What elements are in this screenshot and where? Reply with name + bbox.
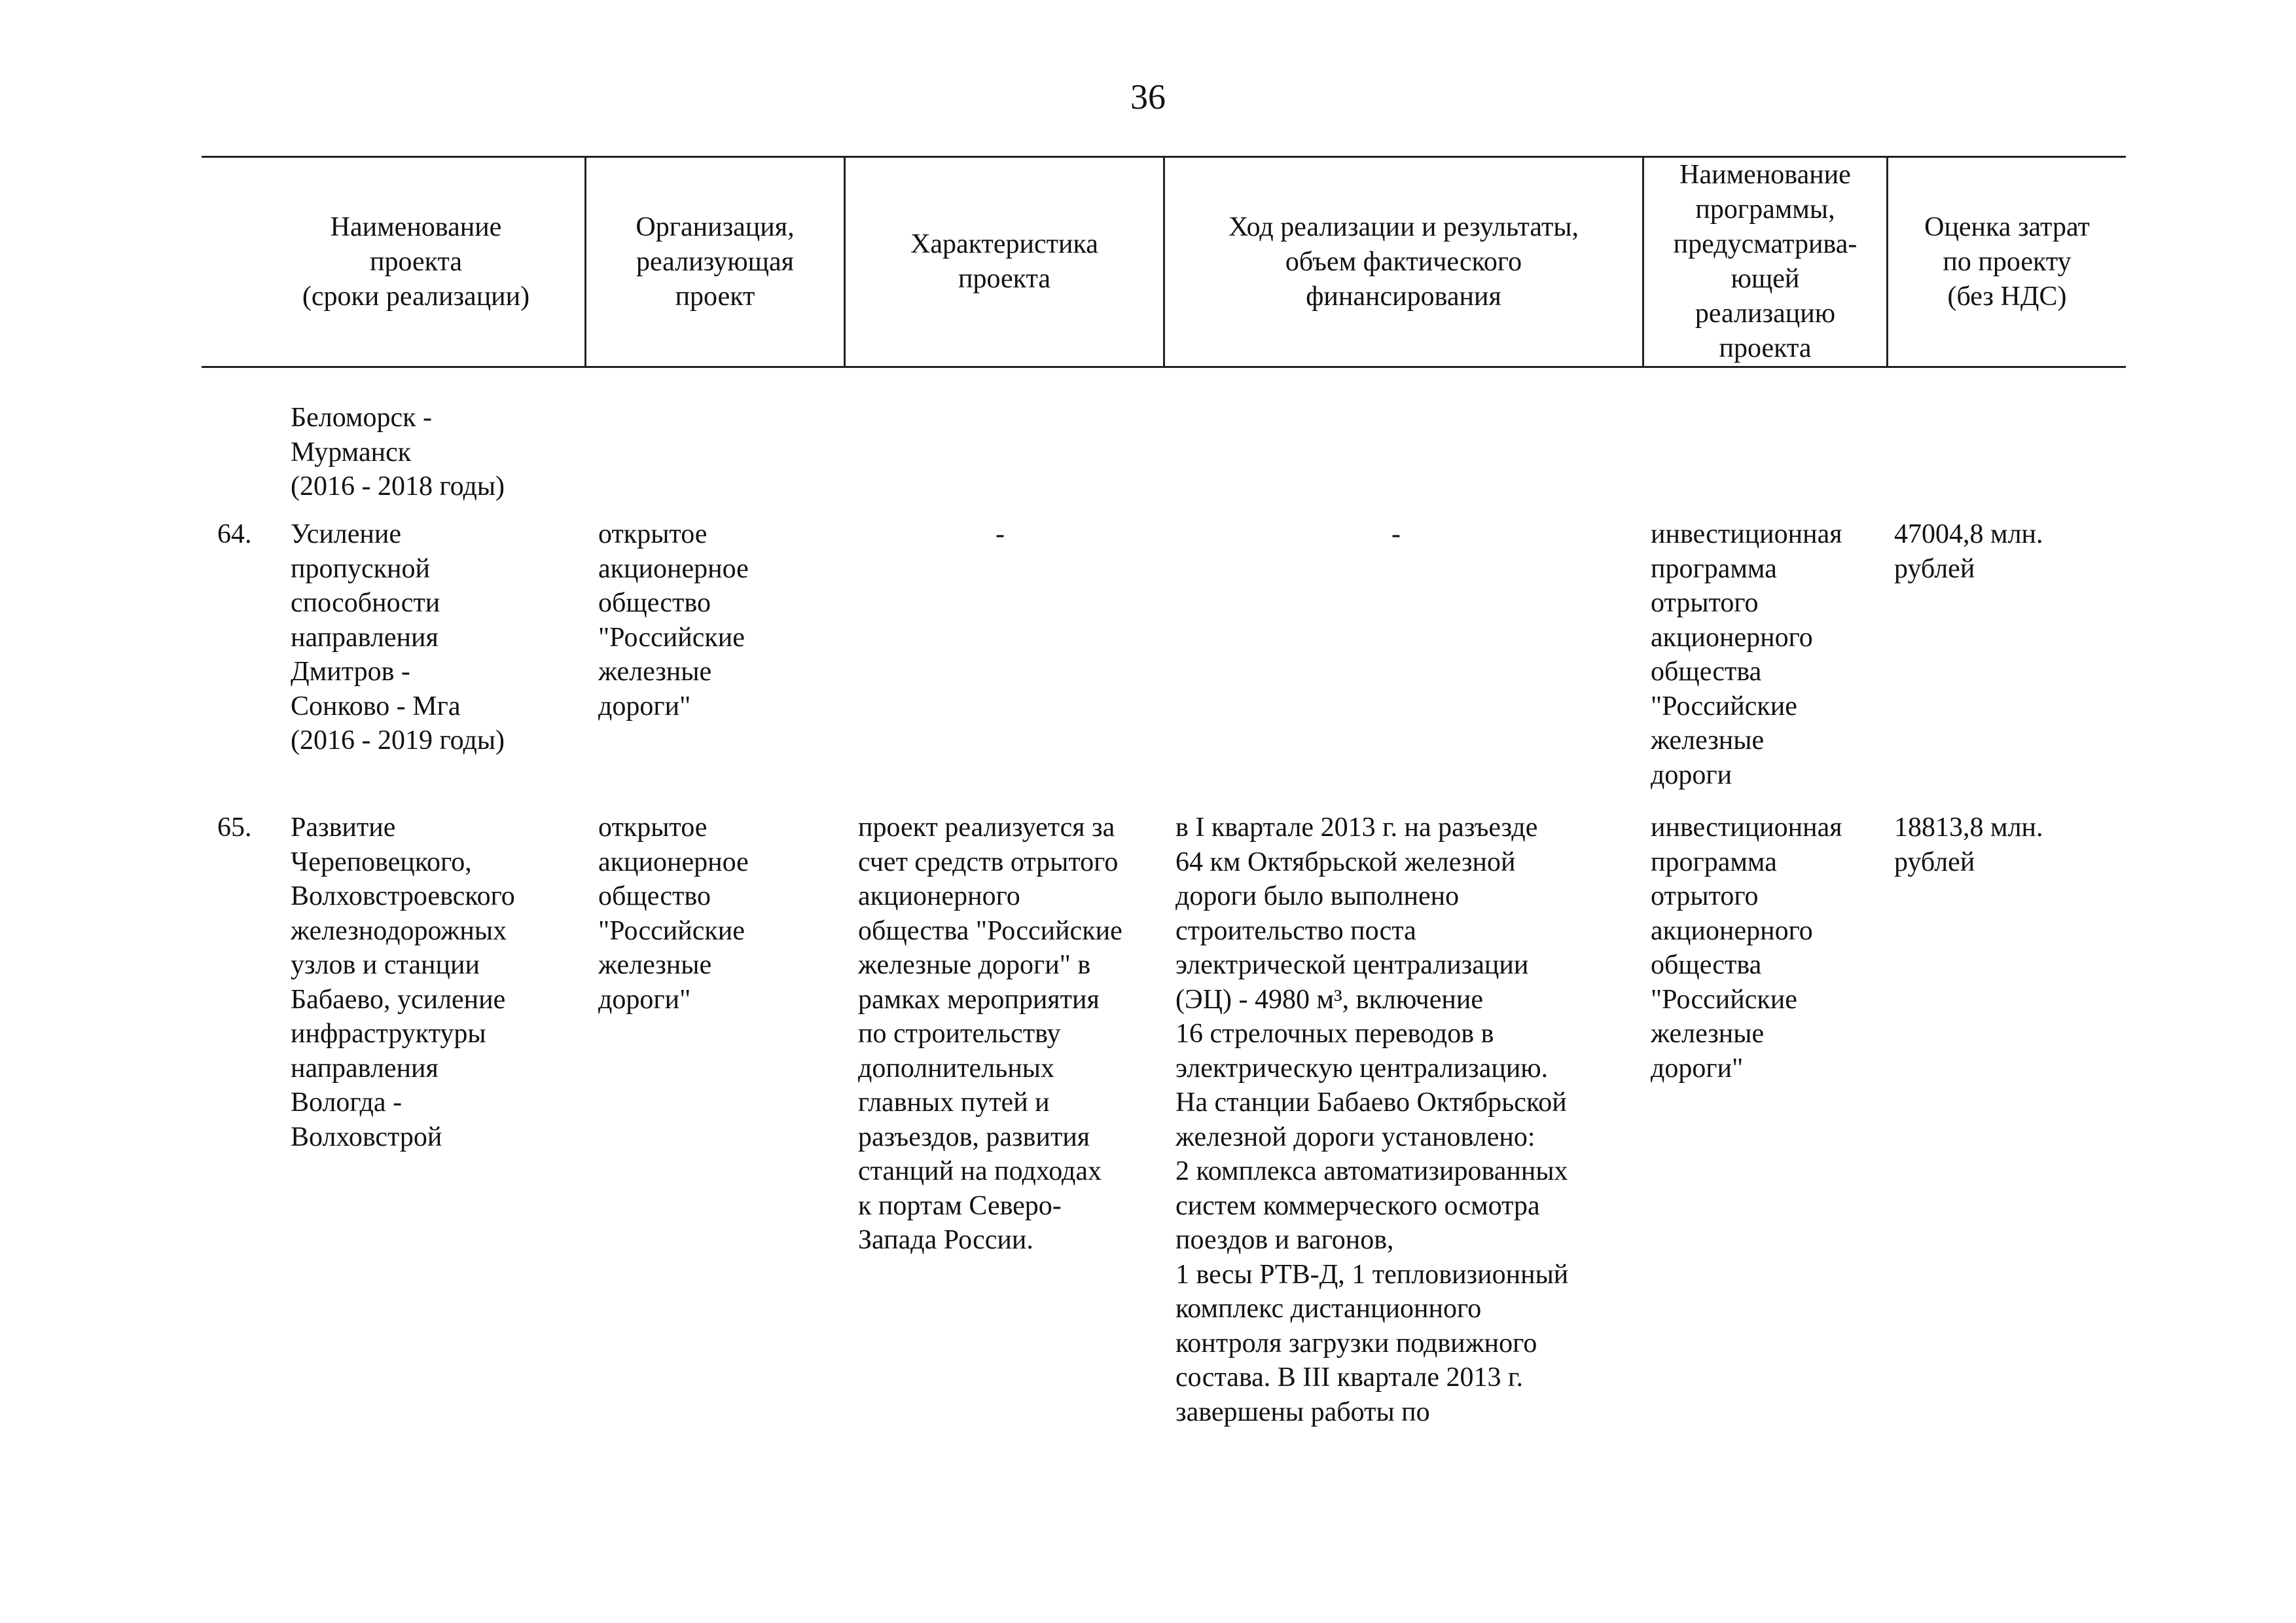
page-number: 36 [1130, 77, 1166, 117]
row-number: 65. [217, 812, 252, 843]
row-cost: 18813,8 млн. рублей [1894, 812, 2043, 877]
header-characteristic: Характеристика проекта [910, 229, 1098, 294]
header-project-name: Наименование проекта (сроки реализации) [302, 211, 530, 312]
row-characteristic: проект реализуется за счет средств отрытого акционерного общества "Российские железные дороги" в рамках мероприятия по строительству дополнительных главных путей и разъездов, развития станций на подходах к портам Северо- Запада России. [858, 812, 1122, 1255]
header-progress: Ход реализации и результаты, объем фактического финансирования [1228, 211, 1579, 312]
row-organization: открытое акционерное общество "Российские железные дороги" [598, 812, 749, 1015]
row-program: инвестиционная программа отрытого акционерного общества "Российские железные дороги" [1651, 812, 1842, 1084]
row-organization: открытое акционерное общество "Российские железные дороги" [598, 519, 749, 721]
table-header [202, 156, 2126, 368]
row-project-name: Развитие Череповецкого, Волховстроевского железнодорожных узлов и станции Бабаево, усиление инфраструктуры направления Вологда - Волховстрой [291, 812, 515, 1152]
row-characteristic: - [996, 519, 1005, 549]
row-number: 64. [217, 519, 252, 549]
row-progress: - [1391, 519, 1401, 549]
row-progress: в I квартале 2013 г. на разъезде 64 км Октябрьской железной дороги было выполнено строительство поста электрической централизации (ЭЦ) - 4980 м³, включение 16 стрелочных переводов в электрическую централизацию. На станции Бабаево Октябрьской железной дороги установлено: 2 комплекса автоматизированных систем коммерческого осмотра поездов и вагонов, 1 весы РТВ-Д, 1 тепловизионный комплекс дистанционного контроля загрузки подвижного состава. В III квартале 2013 г. завершены работы по [1175, 812, 1569, 1427]
continuation-project-name: Беломорск - Мурманск (2016 - 2018 годы) [291, 403, 505, 501]
row-project-name: Усиление пропускной способности направления Дмитров - Сонково - Мга (2016 - 2019 годы) [291, 519, 505, 756]
row-cost: 47004,8 млн. рублей [1894, 519, 2043, 584]
header-organization: Организация, реализующая проект [636, 211, 795, 312]
row-program: инвестиционная программа отрытого акционерного общества "Российские железные дороги [1651, 519, 1842, 790]
header-cost: Оценка затрат по проекту (без НДС) [1924, 211, 2090, 312]
header-program: Наименование программы, предусматрива- ющей реализацию проекта [1673, 160, 1857, 363]
